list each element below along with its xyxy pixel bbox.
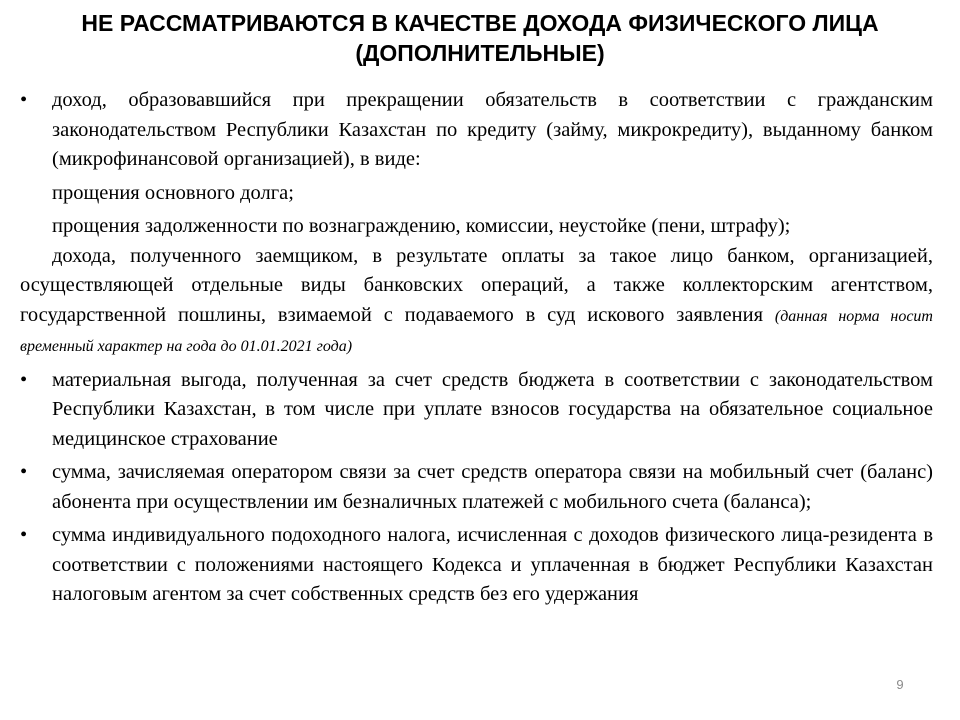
list-item-text: доход, образовавшийся при прекращении обязательств в соответствии с гражданским законодательством Республики Казахстан по кредиту (займу, микрокредиту), выданному банком (микрофинансовой организацией), в виде: — [52, 89, 933, 170]
bullet-marker: • — [20, 524, 28, 546]
bullet-marker: • — [20, 368, 28, 391]
list-item — [20, 366, 933, 455]
note-text: (данная норма носит временный характер на года до 01.01.2021 года) — [20, 307, 933, 355]
page-number: 9 — [896, 677, 904, 692]
list-item-text: сумма, зачисляемая оператором связи за счет средств оператора связи на мобильный счет (баланс) абонента при осуществлении им безналичных платежей с мобильного счета (баланса); — [52, 461, 933, 513]
list-item — [20, 458, 933, 517]
list-item-text: материальная выгода, полученная за счет средств бюджета в соответствии с законодательством Республики Казахстан, в том числе при уплате взносов государства на обязательное социальное медицинское страхование — [52, 368, 933, 450]
bullet-marker: • — [20, 461, 28, 483]
list-item — [20, 86, 933, 175]
slide-title: НЕ РАССМАТРИВАЮТСЯ В КАЧЕСТВЕ ДОХОДА ФИЗИЧЕСКОГО ЛИЦА (ДОПОЛНИТЕЛЬНЫЕ) — [81, 10, 879, 66]
paragraph-text: дохода, полученного заемщиком, в результате оплаты за такое лицо банком, организацией, осуществляющей отдельные виды банковских операций, а также коллекторским агентством, государственной пошлины, взимаемой с подаваемого в суд искового заявления — [20, 244, 933, 326]
list-item — [20, 521, 933, 610]
slide-content — [20, 86, 933, 610]
sub-item: прощения задолженности по вознаграждению, комиссии, неустойке (пени, штрафу); — [52, 215, 791, 237]
list-item-text: сумма индивидуального подоходного налога, исчисленная с доходов физического лица-резидента в соответствии с положениями настоящего Кодекса и уплаченная в бюджет Республики Казахстан налоговым агентом за счет собственных средств без его удержания — [52, 524, 933, 605]
paragraph — [20, 242, 933, 362]
sub-item: прощения основного долга; — [52, 181, 294, 204]
bullet-marker: • — [20, 89, 28, 111]
